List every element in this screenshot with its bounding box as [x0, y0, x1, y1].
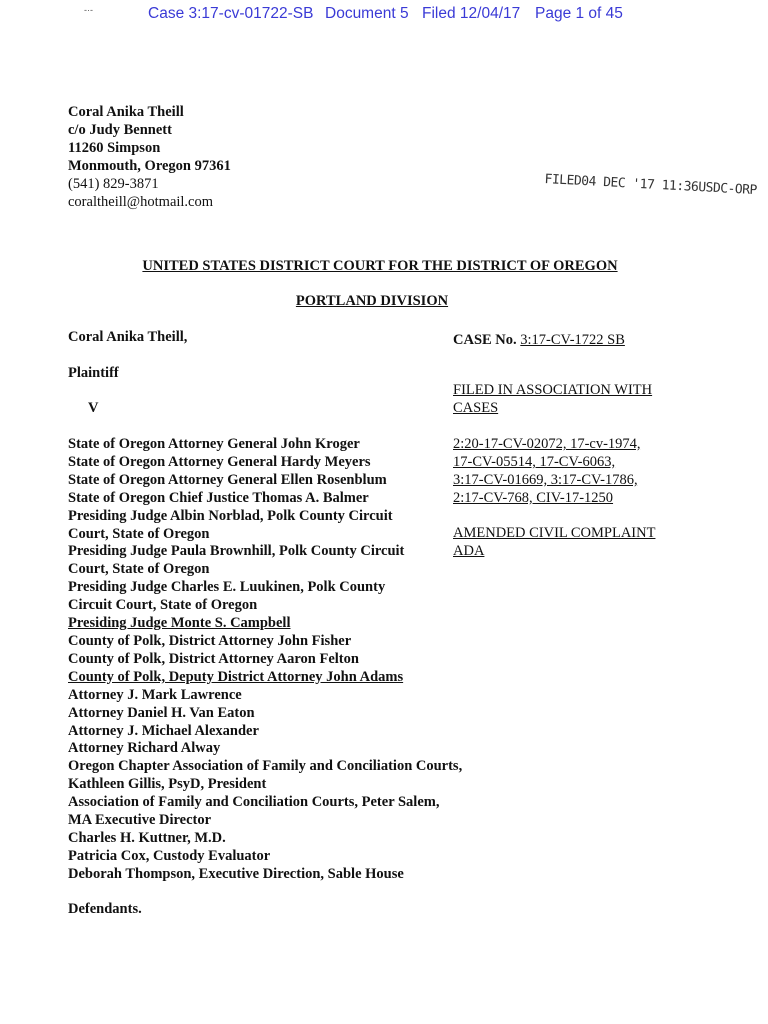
association-line: FILED IN ASSOCIATION WITH	[453, 382, 653, 398]
header-filed-date: Filed 12/04/17	[422, 5, 521, 22]
court-division: PORTLAND DIVISION	[295, 293, 449, 309]
defendant-line: State of Oregon Attorney General John Kroger	[68, 436, 360, 452]
defendant-line: Presiding Judge Charles E. Luukinen, Polk County	[68, 579, 386, 596]
defendant-line: Deborah Thompson, Executive Direction, Sable House	[68, 865, 404, 882]
defendants-list	[68, 436, 462, 919]
defendant-line: Attorney Richard Alway	[68, 740, 221, 757]
defendant-line: County of Polk, District Attorney Aaron Felton	[68, 650, 359, 667]
header-tick-mark: -·-	[84, 5, 93, 15]
versus-label: V	[88, 400, 99, 416]
defendant-line: Circuit Court, State of Oregon	[68, 597, 258, 614]
defendant-line: Patricia Cox, Custody Evaluator	[68, 847, 271, 864]
address-care-of: c/o Judy Bennett	[68, 122, 172, 138]
related-case-line: 17-CV-05514, 17-CV-6063,	[453, 453, 616, 470]
plaintiff-address-block	[68, 103, 231, 211]
complaint-type-line: ADA	[453, 542, 485, 559]
filed-stamp: FILED04 DEC '17 11:36USDC-ORP	[544, 172, 758, 199]
address-street: 11260 Simpson	[68, 140, 161, 156]
address-email: coraltheill@hotmail.com	[68, 194, 214, 210]
defendant-line: County of Polk, Deputy District Attorney John Adams	[68, 668, 404, 685]
header-document: Document 5	[325, 5, 409, 22]
defendant-line: State of Oregon Chief Justice Thomas A. Balmer	[68, 489, 369, 506]
plaintiff-label: Plaintiff	[68, 365, 119, 381]
association-block	[453, 382, 652, 418]
related-case-line: 3:17-CV-01669, 3:17-CV-1786,	[453, 471, 638, 488]
defendant-line: Charles H. Kuttner, M.D.	[68, 829, 226, 846]
defendant-line: Attorney Daniel H. Van Eaton	[68, 704, 255, 721]
related-case-line: 2:17-CV-768, CIV-17-1250	[453, 489, 614, 506]
complaint-type-line: AMENDED CIVIL COMPLAINT	[453, 525, 656, 541]
defendant-line: Attorney J. Mark Lawrence	[68, 686, 242, 703]
court-title: UNITED STATES DISTRICT COURT FOR THE DISTRICT OF OREGON	[142, 258, 618, 274]
address-phone: (541) 829-3871	[68, 176, 159, 192]
related-case-line: 2:20-17-CV-02072, 17-cv-1974,	[453, 436, 641, 452]
defendant-line: Oregon Chapter Association of Family and Conciliation Courts,	[68, 758, 463, 775]
header-case-number: Case 3:17-cv-01722-SB	[148, 5, 314, 22]
header-page-count: Page 1 of 45	[535, 5, 623, 22]
defendant-line: State of Oregon Attorney General Ellen Rosenblum	[68, 471, 387, 488]
defendant-line: Court, State of Oregon	[68, 525, 210, 542]
case-number-line	[453, 332, 625, 349]
defendants-label: Defendants.	[68, 900, 142, 917]
case-number-value: 3:17-CV-1722 SB	[520, 332, 625, 348]
defendant-line: Presiding Judge Monte S. Campbell	[68, 615, 291, 632]
related-cases-block	[453, 436, 641, 508]
defendant-line: State of Oregon Attorney General Hardy Meyers	[68, 453, 371, 470]
plaintiff-name: Coral Anika Theill,	[68, 329, 188, 345]
defendant-line: Kathleen Gillis, PsyD, President	[68, 776, 267, 793]
filing-header	[0, 5, 768, 25]
case-number-label: CASE No.	[453, 332, 517, 348]
defendant-line: Presiding Judge Paula Brownhill, Polk County Circuit	[68, 543, 405, 560]
defendant-line: Association of Family and Conciliation Courts, Peter Salem,	[68, 794, 440, 811]
defendant-line: Presiding Judge Albin Norblad, Polk County Circuit	[68, 507, 393, 524]
defendant-line: Court, State of Oregon	[68, 561, 210, 578]
defendant-line: County of Polk, District Attorney John Fisher	[68, 632, 352, 649]
complaint-type-block	[453, 525, 655, 561]
address-name: Coral Anika Theill	[68, 104, 184, 120]
defendant-line: MA Executive Director	[68, 812, 212, 829]
association-line: CASES	[453, 399, 499, 416]
defendant-line: Attorney J. Michael Alexander	[68, 722, 259, 739]
address-city: Monmouth, Oregon 97361	[68, 158, 231, 174]
